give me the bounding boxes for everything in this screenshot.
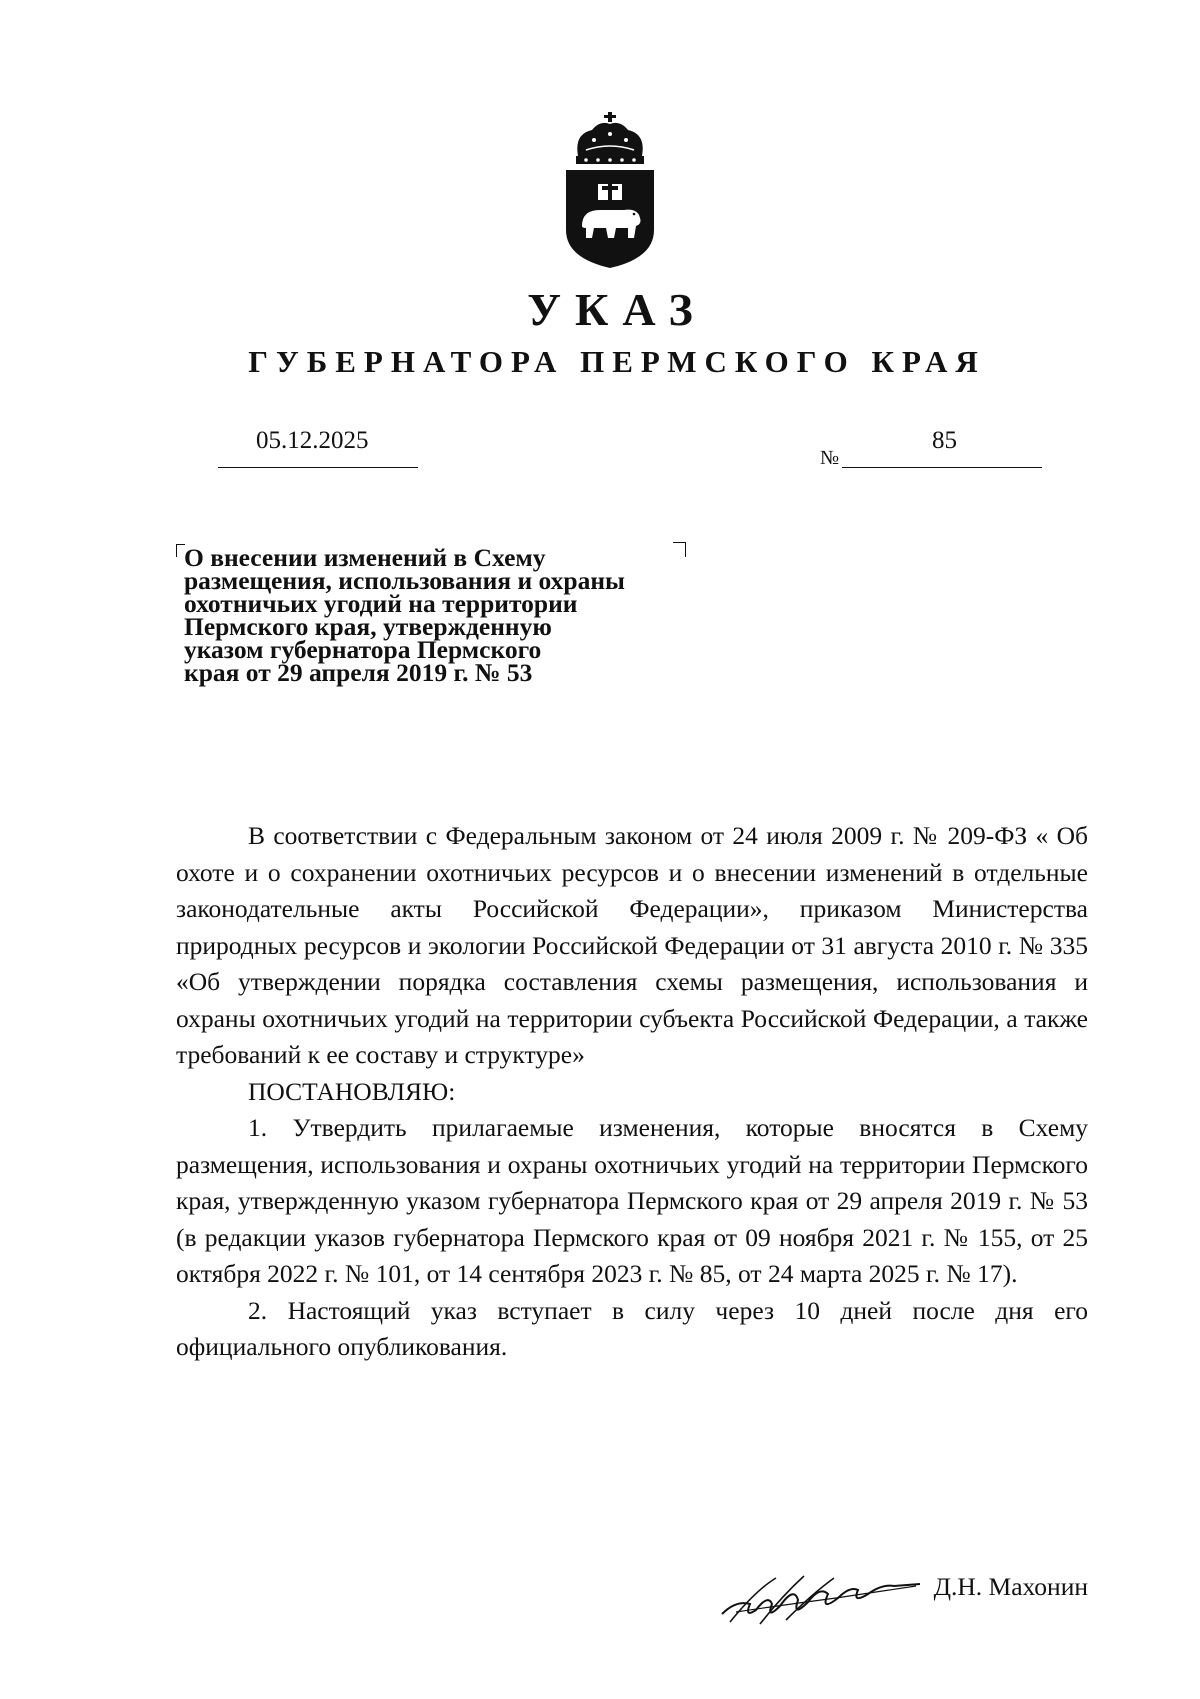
decree-word: ПОСТАНОВЛЯЮ: — [248, 1076, 456, 1106]
signature-icon — [716, 1560, 922, 1630]
preamble-paragraph: В соответствии с Федеральным законом от 24 июля 2009 г. № 209-ФЗ « Об охоте и о сохранении охотничьих ресурсов и о внесении изменений в отдельные законодательные акты Российской Федерации», приказом Министерства природных ресурсов и экологии Российской Федерации от 31 августа 2010 г. № 335 «Об утверждении порядка составления схемы размещения, использования и охраны охотничьих угодий на территории субъекта Российской Федерации, а также требований к ее составу и структуре» — [176, 821, 1088, 1069]
document-number-label: № — [820, 447, 840, 469]
subject-line: О внесении изменений в Схему — [184, 543, 546, 572]
document-subject — [184, 543, 704, 687]
subject-line: указом губернатора Пермского — [184, 635, 542, 664]
coat-of-arms-icon — [560, 112, 660, 268]
subject-line: Пермского края, утвержденную — [184, 612, 552, 641]
subject-line: края от 29 апреля 2019 г. № 53 — [184, 658, 533, 687]
subject-line: размещения, использования и охраны — [184, 566, 625, 595]
document-body — [176, 818, 1088, 1366]
subject-line: охотничьих угодий на территории — [184, 589, 578, 618]
document-type-heading: УКАЗ — [527, 284, 707, 335]
item-2-paragraph: 2. Настоящий указ вступает в силу через 10 дней после дня его официального опубликования. — [176, 1295, 1088, 1361]
item-1-paragraph: 1. Утвердить прилагаемые изменения, которые вносятся в Схему размещения, использования и охраны охотничьих угодий на территории Пермского края, утвержденную указом губернатора Пермского края от 29 апреля 2019 г. № 53 (в редакции указов губернатора Пермского края от 09 ноября 2021 г. № 155, от 25 октября 2022 г. № 101, от 14 сентября 2023 г. № 85, от 24 марта 2025 г. № 17). — [176, 1113, 1088, 1288]
signer-name: Д.Н. Махонин — [933, 1572, 1088, 1601]
document-number: 85 — [842, 426, 1042, 468]
document-date: 05.12.2025 — [218, 426, 418, 468]
issuer-heading: ГУБЕРНАТОРА ПЕРМСКОГО КРАЯ — [248, 344, 986, 379]
